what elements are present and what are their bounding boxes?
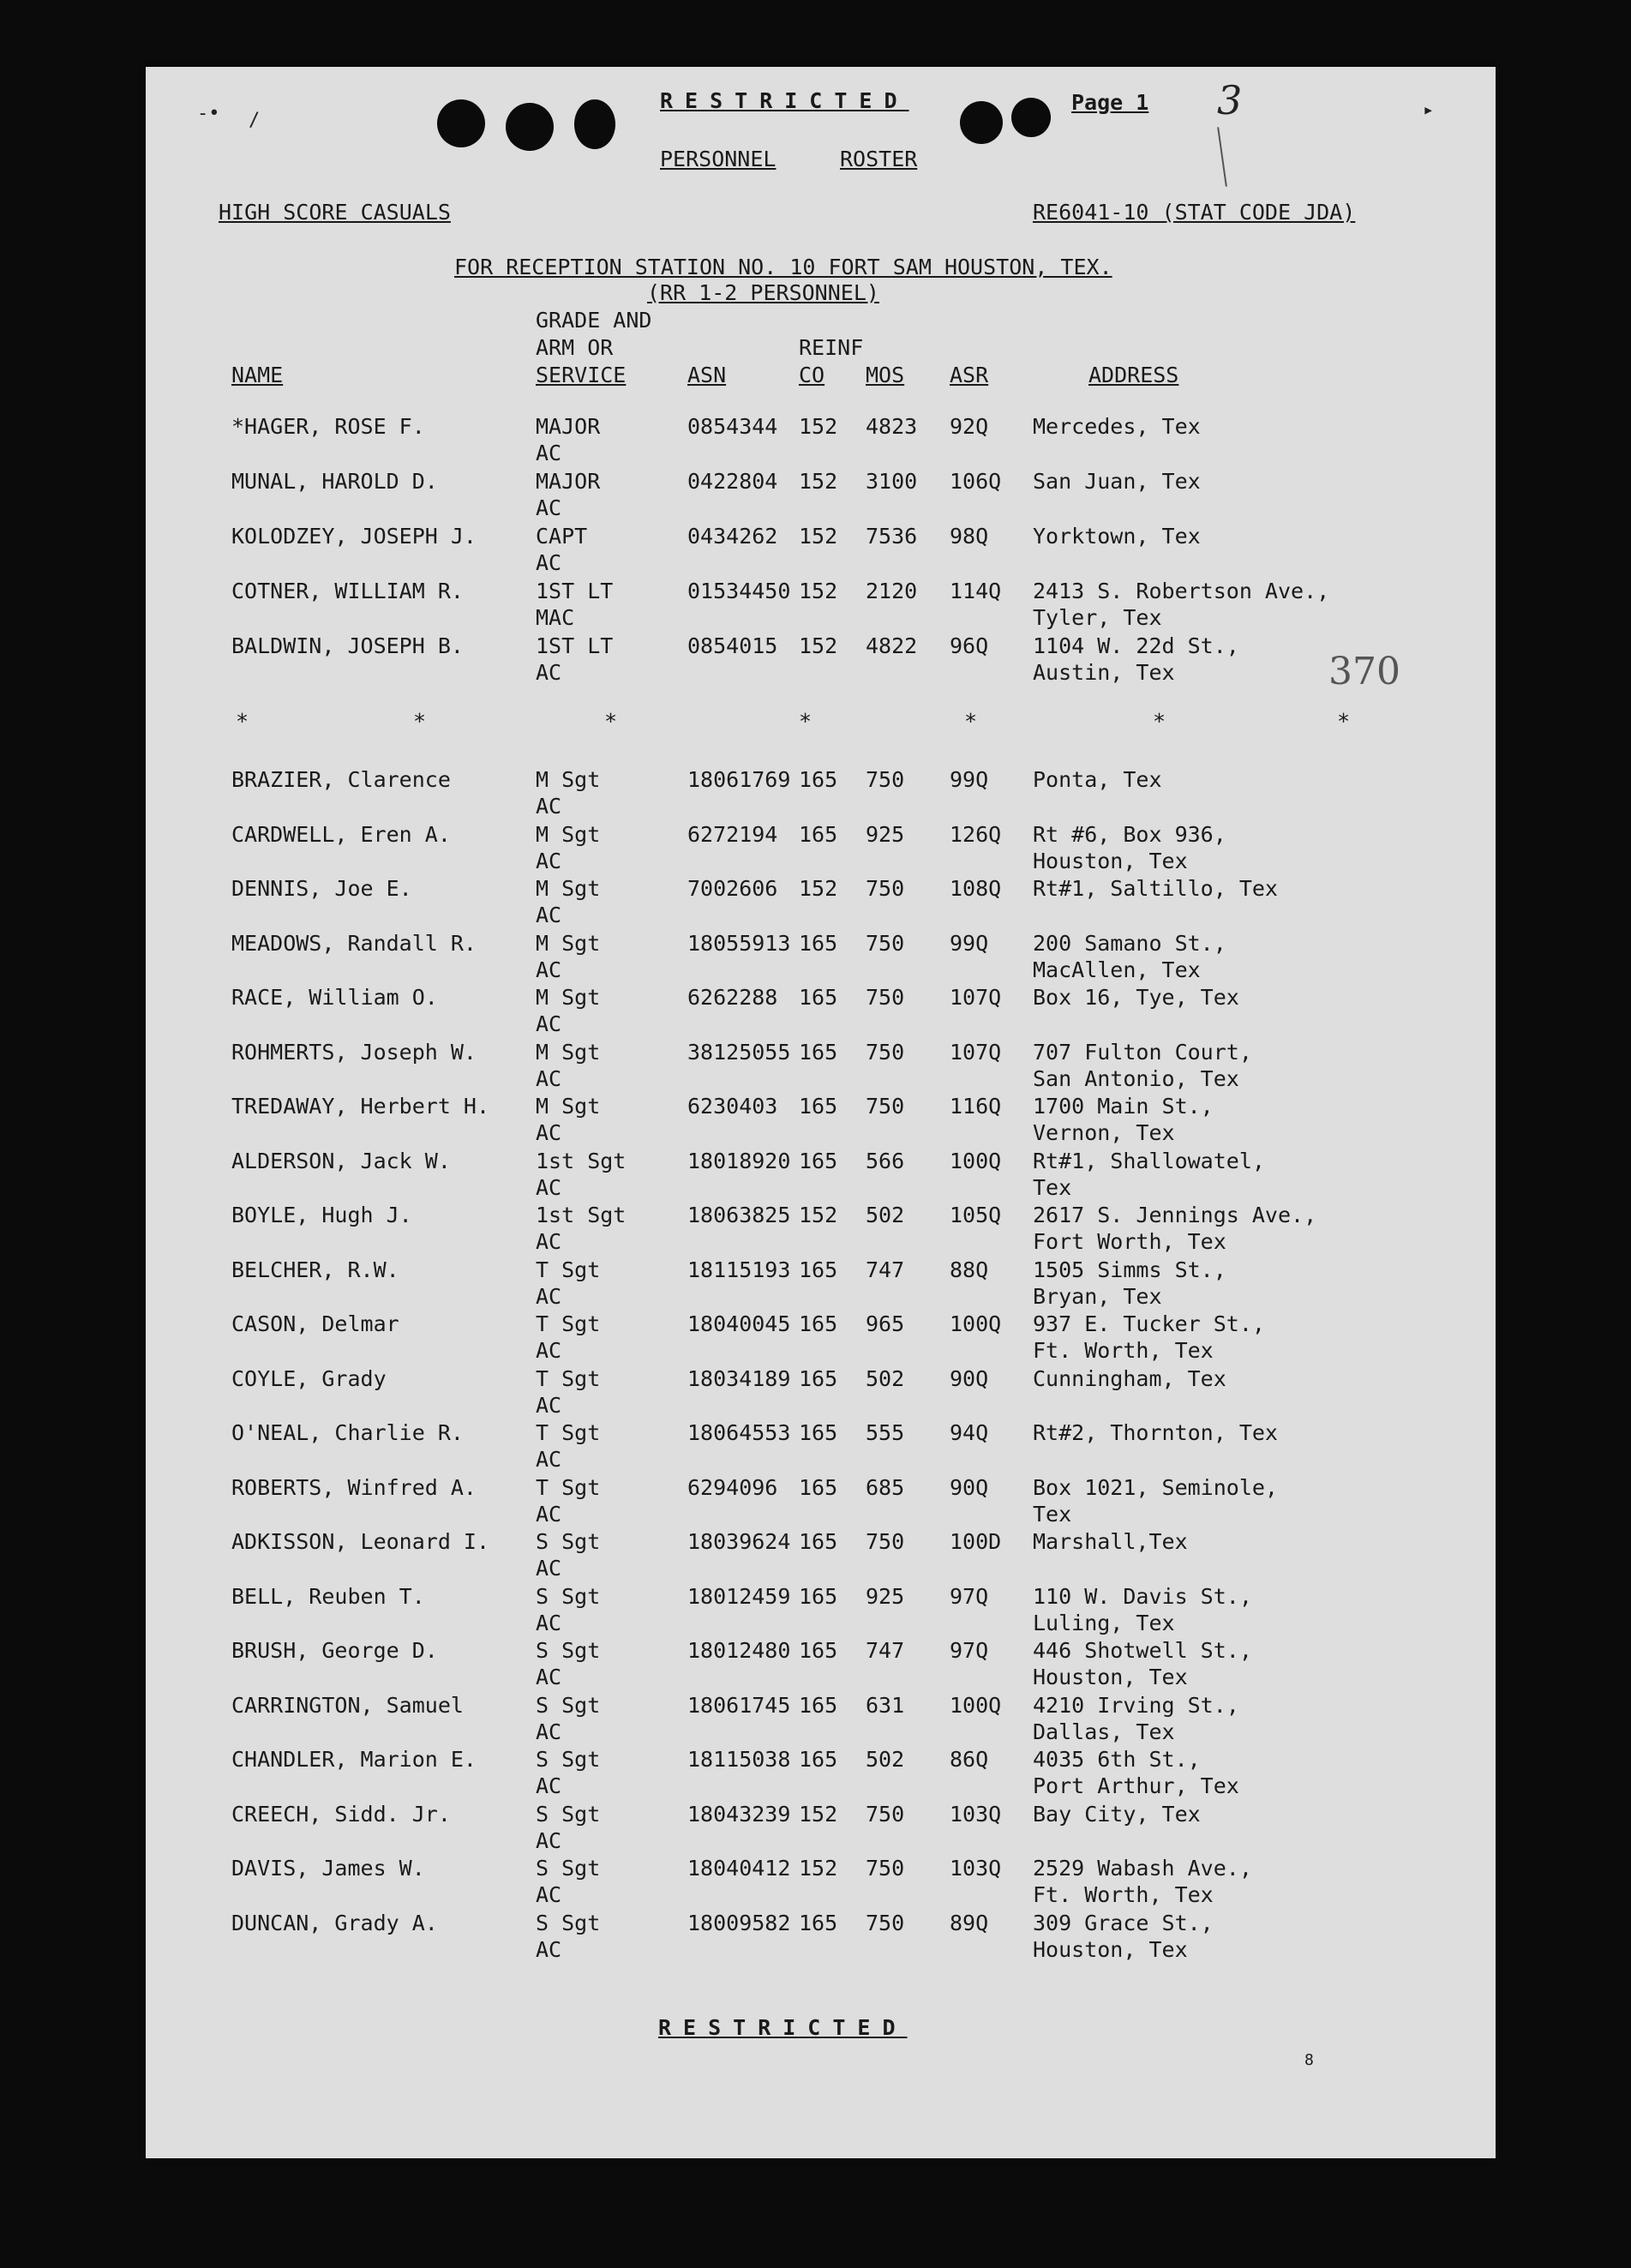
cell-asn: 18040045 bbox=[687, 1311, 791, 1336]
cell-co: 152 bbox=[799, 1856, 838, 1881]
cell-asn: 18040412 bbox=[687, 1856, 791, 1881]
cell-address-line2: Ft. Worth, Tex bbox=[1033, 1882, 1214, 1907]
col-reinf: REINF bbox=[799, 335, 864, 360]
cell-asr: 116Q bbox=[950, 1094, 1002, 1119]
cell-arm: AC bbox=[536, 1665, 562, 1689]
cell-grade: MAJOR bbox=[536, 469, 601, 494]
cell-co: 165 bbox=[799, 1365, 838, 1391]
cell-asn: 18061769 bbox=[687, 767, 791, 792]
cell-asn: 18061745 bbox=[687, 1692, 791, 1718]
roster-title-personnel: PERSONNEL bbox=[660, 147, 777, 171]
cell-co: 152 bbox=[799, 1801, 838, 1827]
cell-address: Box 1021, Seminole, bbox=[1033, 1474, 1278, 1500]
separator-mark: * bbox=[413, 709, 427, 734]
cell-co: 152 bbox=[799, 524, 838, 549]
cell-address: 2413 S. Robertson Ave., bbox=[1033, 579, 1330, 603]
cell-address-line2: Houston, Tex bbox=[1033, 1936, 1188, 1962]
cell-co: 165 bbox=[799, 1311, 838, 1336]
cell-name: BRUSH, George D. bbox=[231, 1638, 438, 1663]
punch-hole bbox=[1011, 98, 1051, 137]
col-name: NAME bbox=[231, 363, 284, 387]
cell-name: ADKISSON, Leonard I. bbox=[231, 1529, 490, 1554]
cell-asn: 0854344 bbox=[687, 414, 778, 439]
cell-asr: 100Q bbox=[950, 1692, 1002, 1718]
cell-mos: 750 bbox=[866, 1801, 905, 1827]
cell-asn: 6230403 bbox=[687, 1094, 778, 1119]
cell-mos: 750 bbox=[866, 1529, 905, 1554]
cell-address-line2: San Antonio, Tex bbox=[1033, 1065, 1239, 1091]
cell-mos: 965 bbox=[866, 1311, 905, 1336]
cell-asr: 114Q bbox=[950, 579, 1002, 603]
cell-co: 165 bbox=[799, 1692, 838, 1718]
cell-arm: AC bbox=[536, 1610, 562, 1635]
cell-address-line2: Fort Worth, Tex bbox=[1033, 1229, 1226, 1254]
cell-asr: 106Q bbox=[950, 469, 1002, 494]
document-page bbox=[146, 67, 1496, 2158]
cell-address: Marshall,Tex bbox=[1033, 1529, 1188, 1554]
cell-asn: 18034189 bbox=[687, 1365, 791, 1391]
cell-address: 1104 W. 22d St., bbox=[1033, 633, 1239, 658]
ink-mark: ▸ bbox=[1423, 99, 1435, 121]
cell-address-line2: Austin, Tex bbox=[1033, 660, 1175, 685]
cell-asn: 18115193 bbox=[687, 1257, 791, 1282]
cell-address: Rt#1, Shallowatel, bbox=[1033, 1148, 1265, 1173]
cell-grade: CAPT bbox=[536, 524, 588, 549]
cell-arm: AC bbox=[536, 1338, 562, 1363]
cell-asn: 0434262 bbox=[687, 524, 778, 549]
cell-address: 110 W. Davis St., bbox=[1033, 1583, 1252, 1609]
cell-arm: MAC bbox=[536, 605, 575, 630]
col-grade-line1: GRADE AND bbox=[536, 308, 652, 333]
cell-address: 4210 Irving St., bbox=[1033, 1692, 1239, 1718]
cell-address-line2: MacAllen, Tex bbox=[1033, 957, 1201, 982]
cell-asr: 103Q bbox=[950, 1856, 1002, 1881]
cell-mos: 750 bbox=[866, 767, 905, 792]
cell-grade: 1ST LT bbox=[536, 633, 614, 658]
cell-address: 2529 Wabash Ave., bbox=[1033, 1856, 1252, 1881]
cell-asr: 97Q bbox=[950, 1638, 989, 1663]
cell-asr: 108Q bbox=[950, 876, 1002, 901]
cell-asr: 88Q bbox=[950, 1257, 989, 1282]
cell-arm: AC bbox=[536, 1827, 562, 1853]
cell-address: Rt #6, Box 936, bbox=[1033, 821, 1226, 847]
stat-code: RE6041-10 (STAT CODE JDA) bbox=[1033, 200, 1356, 225]
cell-asr: 96Q bbox=[950, 633, 989, 658]
cell-asr: 103Q bbox=[950, 1801, 1002, 1827]
cell-address: Box 16, Tye, Tex bbox=[1033, 985, 1239, 1010]
cell-name: BALDWIN, JOSEPH B. bbox=[231, 633, 464, 658]
cell-asr: 100Q bbox=[950, 1148, 1002, 1173]
cell-name: ALDERSON, Jack W. bbox=[231, 1148, 451, 1173]
cell-name: COYLE, Grady bbox=[231, 1365, 387, 1391]
cell-mos: 750 bbox=[866, 1039, 905, 1065]
cell-address: 446 Shotwell St., bbox=[1033, 1638, 1252, 1663]
cell-asr: 89Q bbox=[950, 1910, 989, 1935]
cell-arm: AC bbox=[536, 1936, 562, 1962]
cell-name: BELCHER, R.W. bbox=[231, 1257, 399, 1282]
cell-arm: AC bbox=[536, 1174, 562, 1200]
cell-arm: AC bbox=[536, 1501, 562, 1527]
col-asr: ASR bbox=[950, 363, 989, 387]
cell-asr: 98Q bbox=[950, 524, 989, 549]
cell-mos: 502 bbox=[866, 1365, 905, 1391]
separator-mark: * bbox=[1337, 709, 1351, 734]
cell-arm: AC bbox=[536, 957, 562, 982]
cell-mos: 750 bbox=[866, 1094, 905, 1119]
cell-asr: 92Q bbox=[950, 414, 989, 439]
personnel-line: (RR 1-2 PERSONNEL) bbox=[647, 280, 879, 305]
cell-name: MUNAL, HAROLD D. bbox=[231, 469, 438, 494]
cell-name: *HAGER, ROSE F. bbox=[231, 414, 425, 439]
cell-address-line2: Dallas, Tex bbox=[1033, 1719, 1175, 1744]
cell-address-line2: Houston, Tex bbox=[1033, 848, 1188, 873]
cell-co: 165 bbox=[799, 767, 838, 792]
cell-name: CREECH, Sidd. Jr. bbox=[231, 1801, 451, 1827]
cell-address-line2: Tyler, Tex bbox=[1033, 605, 1162, 630]
cell-grade: M Sgt bbox=[536, 821, 601, 847]
cell-asr: 100Q bbox=[950, 1311, 1002, 1336]
cell-address-line2: Houston, Tex bbox=[1033, 1665, 1188, 1689]
cell-co: 165 bbox=[799, 1420, 838, 1445]
separator-mark: * bbox=[799, 709, 813, 734]
cell-grade: MAJOR bbox=[536, 414, 601, 439]
cell-arm: AC bbox=[536, 1773, 562, 1798]
cell-grade: T Sgt bbox=[536, 1257, 601, 1282]
cell-address-line2: Bryan, Tex bbox=[1033, 1283, 1162, 1309]
cell-co: 152 bbox=[799, 414, 838, 439]
cell-address-line2: Tex bbox=[1033, 1174, 1072, 1200]
ink-mark: -• bbox=[197, 103, 220, 124]
cell-mos: 555 bbox=[866, 1420, 905, 1445]
cell-asr: 99Q bbox=[950, 930, 989, 956]
cell-arm: AC bbox=[536, 848, 562, 873]
cell-mos: 502 bbox=[866, 1747, 905, 1772]
cell-name: BRAZIER, Clarence bbox=[231, 767, 451, 792]
cell-grade: S Sgt bbox=[536, 1747, 601, 1772]
cell-asn: 18012459 bbox=[687, 1583, 791, 1609]
cell-asn: 18039624 bbox=[687, 1529, 791, 1554]
cell-name: BOYLE, Hugh J. bbox=[231, 1203, 412, 1227]
cell-asr: 86Q bbox=[950, 1747, 989, 1772]
cell-mos: 750 bbox=[866, 930, 905, 956]
cell-name: ROHMERTS, Joseph W. bbox=[231, 1039, 477, 1065]
cell-arm: AC bbox=[536, 550, 562, 575]
cell-asn: 6262288 bbox=[687, 985, 778, 1010]
cell-grade: T Sgt bbox=[536, 1474, 601, 1500]
cell-mos: 750 bbox=[866, 1856, 905, 1881]
cell-asr: 100D bbox=[950, 1529, 1002, 1554]
cell-asn: 0854015 bbox=[687, 633, 778, 658]
cell-grade: M Sgt bbox=[536, 985, 601, 1010]
cell-address: 1700 Main St., bbox=[1033, 1094, 1214, 1119]
cell-co: 152 bbox=[799, 876, 838, 901]
cell-co: 165 bbox=[799, 1148, 838, 1173]
cell-mos: 4823 bbox=[866, 414, 918, 439]
cell-arm: AC bbox=[536, 1556, 562, 1581]
cell-arm: AC bbox=[536, 441, 562, 465]
cell-grade: S Sgt bbox=[536, 1692, 601, 1718]
cell-grade: M Sgt bbox=[536, 1094, 601, 1119]
cell-co: 165 bbox=[799, 1474, 838, 1500]
cell-grade: S Sgt bbox=[536, 1529, 601, 1554]
cell-co: 152 bbox=[799, 1203, 838, 1227]
cell-grade: M Sgt bbox=[536, 930, 601, 956]
col-service: SERVICE bbox=[536, 363, 627, 387]
cell-arm: AC bbox=[536, 1011, 562, 1036]
cell-asn: 18055913 bbox=[687, 930, 791, 956]
col-asn: ASN bbox=[687, 363, 727, 387]
cell-address-line2: Port Arthur, Tex bbox=[1033, 1773, 1239, 1798]
cell-grade: S Sgt bbox=[536, 1910, 601, 1935]
cell-asr: 90Q bbox=[950, 1365, 989, 1391]
separator-mark: * bbox=[236, 709, 249, 734]
cell-address: Rt#2, Thornton, Tex bbox=[1033, 1420, 1278, 1445]
cell-arm: AC bbox=[536, 495, 562, 520]
cell-mos: 3100 bbox=[866, 469, 918, 494]
cell-mos: 750 bbox=[866, 985, 905, 1010]
col-mos: MOS bbox=[866, 363, 905, 387]
cell-name: DUNCAN, Grady A. bbox=[231, 1910, 438, 1935]
cell-asn: 18115038 bbox=[687, 1747, 791, 1772]
cell-name: TREDAWAY, Herbert H. bbox=[231, 1094, 490, 1119]
cell-asn: 01534450 bbox=[687, 579, 791, 603]
cell-arm: AC bbox=[536, 1229, 562, 1254]
punch-hole bbox=[506, 103, 554, 151]
cell-name: CHANDLER, Marion E. bbox=[231, 1747, 477, 1772]
cell-arm: AC bbox=[536, 1120, 562, 1145]
separator-mark: * bbox=[1153, 709, 1166, 734]
cell-grade: T Sgt bbox=[536, 1420, 601, 1445]
cell-grade: S Sgt bbox=[536, 1856, 601, 1881]
cell-asn: 7002606 bbox=[687, 876, 778, 901]
cell-grade: M Sgt bbox=[536, 876, 601, 901]
cell-mos: 4822 bbox=[866, 633, 918, 658]
cell-asn: 6272194 bbox=[687, 821, 778, 847]
cell-co: 165 bbox=[799, 1910, 838, 1935]
cell-mos: 2120 bbox=[866, 579, 918, 603]
small-mark: 8 bbox=[1304, 2051, 1314, 2069]
cell-asn: 18009582 bbox=[687, 1910, 791, 1935]
cell-mos: 750 bbox=[866, 1910, 905, 1935]
cell-asr: 107Q bbox=[950, 985, 1002, 1010]
cell-name: DENNIS, Joe E. bbox=[231, 876, 412, 901]
cell-name: KOLODZEY, JOSEPH J. bbox=[231, 524, 477, 549]
cell-name: O'NEAL, Charlie R. bbox=[231, 1420, 464, 1445]
separator-mark: * bbox=[964, 709, 978, 734]
cell-grade: 1ST LT bbox=[536, 579, 614, 603]
cell-grade: 1st Sgt bbox=[536, 1148, 627, 1173]
cell-name: CASON, Delmar bbox=[231, 1311, 399, 1336]
cell-address: Ponta, Tex bbox=[1033, 767, 1162, 792]
cell-asr: 105Q bbox=[950, 1203, 1002, 1227]
cell-mos: 747 bbox=[866, 1257, 905, 1282]
cell-asr: 97Q bbox=[950, 1583, 989, 1609]
roster-title-roster: ROSTER bbox=[840, 147, 918, 171]
cell-address: 937 E. Tucker St., bbox=[1033, 1311, 1265, 1336]
cell-co: 165 bbox=[799, 1583, 838, 1609]
cell-grade: S Sgt bbox=[536, 1638, 601, 1663]
cell-arm: AC bbox=[536, 1882, 562, 1907]
cell-co: 165 bbox=[799, 1638, 838, 1663]
stamped-number: 370 bbox=[1328, 650, 1400, 693]
station-line: FOR RECEPTION STATION NO. 10 FORT SAM HOUSTON, TEX. bbox=[454, 255, 1112, 279]
cell-name: COTNER, WILLIAM R. bbox=[231, 579, 464, 603]
cell-mos: 925 bbox=[866, 1583, 905, 1609]
cell-address-line2: Ft. Worth, Tex bbox=[1033, 1338, 1214, 1363]
cell-grade: M Sgt bbox=[536, 767, 601, 792]
cell-asr: 94Q bbox=[950, 1420, 989, 1445]
cell-grade: M Sgt bbox=[536, 1039, 601, 1065]
cell-arm: AC bbox=[536, 1065, 562, 1091]
cell-address: 707 Fulton Court, bbox=[1033, 1039, 1252, 1065]
cell-co: 165 bbox=[799, 1039, 838, 1065]
cell-co: 152 bbox=[799, 469, 838, 494]
cell-name: RACE, William O. bbox=[231, 985, 438, 1010]
cell-address-line2: Luling, Tex bbox=[1033, 1610, 1175, 1635]
cell-name: DAVIS, James W. bbox=[231, 1856, 425, 1881]
ink-mark: / bbox=[249, 110, 261, 131]
separator-mark: * bbox=[604, 709, 618, 734]
cell-grade: S Sgt bbox=[536, 1583, 601, 1609]
cell-asr: 107Q bbox=[950, 1039, 1002, 1065]
col-grade-line2: ARM OR bbox=[536, 335, 614, 360]
cell-mos: 925 bbox=[866, 821, 905, 847]
punch-hole bbox=[960, 101, 1003, 144]
cell-grade: T Sgt bbox=[536, 1365, 601, 1391]
cell-address: Bay City, Tex bbox=[1033, 1801, 1201, 1827]
cell-asr: 90Q bbox=[950, 1474, 989, 1500]
cell-co: 152 bbox=[799, 579, 838, 603]
cell-name: MEADOWS, Randall R. bbox=[231, 930, 477, 956]
cell-asn: 18064553 bbox=[687, 1420, 791, 1445]
cell-co: 165 bbox=[799, 985, 838, 1010]
cell-asn: 0422804 bbox=[687, 469, 778, 494]
cell-arm: AC bbox=[536, 903, 562, 927]
cell-co: 165 bbox=[799, 1529, 838, 1554]
cell-address: Mercedes, Tex bbox=[1033, 414, 1201, 439]
cell-co: 152 bbox=[799, 633, 838, 658]
cell-arm: AC bbox=[536, 1392, 562, 1418]
cell-arm: AC bbox=[536, 1283, 562, 1309]
cell-address-line2: Tex bbox=[1033, 1501, 1072, 1527]
cell-address: 1505 Simms St., bbox=[1033, 1257, 1226, 1282]
restricted-footer: RESTRICTED bbox=[658, 2015, 908, 2040]
cell-asn: 18063825 bbox=[687, 1203, 791, 1227]
cell-name: CARRINGTON, Samuel bbox=[231, 1692, 464, 1718]
punch-hole bbox=[437, 99, 485, 147]
punch-hole bbox=[574, 99, 615, 149]
cell-name: CARDWELL, Eren A. bbox=[231, 821, 451, 847]
cell-co: 165 bbox=[799, 821, 838, 847]
cell-mos: 747 bbox=[866, 1638, 905, 1663]
cell-mos: 750 bbox=[866, 876, 905, 901]
cell-address: 4035 6th St., bbox=[1033, 1747, 1201, 1772]
col-co: CO bbox=[799, 363, 825, 387]
cell-arm: AC bbox=[536, 1447, 562, 1472]
cell-mos: 685 bbox=[866, 1474, 905, 1500]
cell-grade: T Sgt bbox=[536, 1311, 601, 1336]
col-address: ADDRESS bbox=[1088, 363, 1179, 387]
cell-co: 165 bbox=[799, 930, 838, 956]
restricted-header: RESTRICTED bbox=[660, 88, 909, 113]
cell-address-line2: Vernon, Tex bbox=[1033, 1120, 1175, 1145]
page-label: Page 1 bbox=[1071, 90, 1149, 115]
cell-name: BELL, Reuben T. bbox=[231, 1583, 425, 1609]
cell-mos: 502 bbox=[866, 1203, 905, 1227]
cell-asn: 18012480 bbox=[687, 1638, 791, 1663]
cell-address: Yorktown, Tex bbox=[1033, 524, 1201, 549]
cell-address: Cunningham, Tex bbox=[1033, 1365, 1226, 1391]
cell-address: Rt#1, Saltillo, Tex bbox=[1033, 876, 1278, 901]
cell-asn: 6294096 bbox=[687, 1474, 778, 1500]
group-title: HIGH SCORE CASUALS bbox=[219, 200, 451, 225]
cell-co: 165 bbox=[799, 1257, 838, 1282]
cell-address: 200 Samano St., bbox=[1033, 930, 1226, 956]
cell-arm: AC bbox=[536, 1719, 562, 1744]
cell-asr: 126Q bbox=[950, 821, 1002, 847]
cell-arm: AC bbox=[536, 660, 562, 685]
cell-asn: 38125055 bbox=[687, 1039, 791, 1065]
cell-asn: 18018920 bbox=[687, 1148, 791, 1173]
cell-asr: 99Q bbox=[950, 767, 989, 792]
cell-mos: 631 bbox=[866, 1692, 905, 1718]
cell-arm: AC bbox=[536, 794, 562, 819]
cell-mos: 566 bbox=[866, 1148, 905, 1173]
cell-asn: 18043239 bbox=[687, 1801, 791, 1827]
cell-co: 165 bbox=[799, 1747, 838, 1772]
page-scratch bbox=[1217, 127, 1227, 187]
page-number-handwritten: 3 bbox=[1217, 77, 1243, 123]
cell-address: 2617 S. Jennings Ave., bbox=[1033, 1203, 1317, 1227]
cell-grade: S Sgt bbox=[536, 1801, 601, 1827]
cell-co: 165 bbox=[799, 1094, 838, 1119]
cell-address: 309 Grace St., bbox=[1033, 1910, 1214, 1935]
cell-grade: 1st Sgt bbox=[536, 1203, 627, 1227]
cell-name: ROBERTS, Winfred A. bbox=[231, 1474, 477, 1500]
cell-mos: 7536 bbox=[866, 524, 918, 549]
cell-address: San Juan, Tex bbox=[1033, 469, 1201, 494]
